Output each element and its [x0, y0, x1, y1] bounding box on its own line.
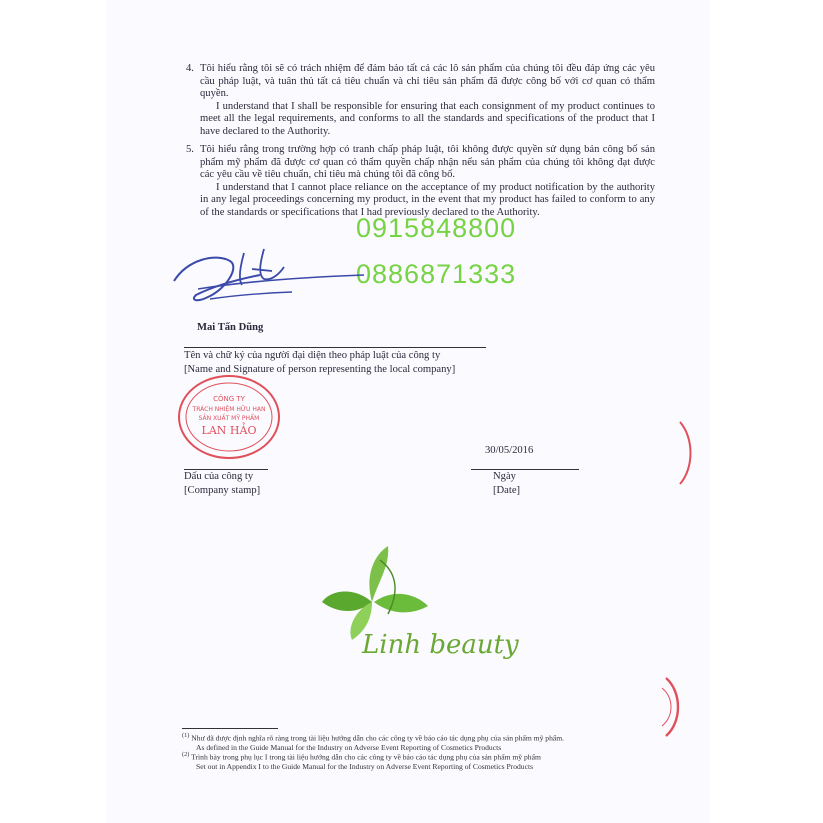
item-5	[186, 144, 655, 220]
footnote-separator	[182, 728, 278, 729]
footnote-mark: (2)	[182, 751, 190, 758]
logo-text: Linh beauty	[362, 630, 519, 660]
company-stamp	[175, 372, 283, 462]
stamp-line-2: TRÁCH NHIỆM HỮU HẠN	[192, 406, 266, 413]
signature-label-en: [Name and Signature of person representing the local company]	[184, 364, 456, 375]
item-number: 4.	[186, 63, 194, 74]
stamp-line	[184, 469, 268, 470]
date-label-vn: Ngày	[493, 471, 516, 482]
footnote-2	[182, 750, 652, 772]
signature-line	[184, 347, 486, 348]
stamp-label-en: [Company stamp]	[184, 485, 261, 496]
footnote-en: As defined in the Guide Manual for the Industry on Adverse Event Reporting of Cosmetics Products	[196, 743, 502, 753]
signer-name: Mai Tấn Dũng	[197, 322, 264, 333]
item-number: 5.	[186, 144, 194, 155]
stamp-line-3: SẢN XUẤT MỸ PHẨM	[198, 415, 260, 422]
item-vn-text: Tôi hiểu rằng trong trường hợp có tranh chấp pháp luật, tôi không được quyền sử dụng bản công bố sản phẩm mỹ phẩm đã được cơ quan có thẩm quyền chấp nhận nếu sản phẩm của chúng tôi không đạt được các yêu cầu về tiêu chuẩn, chỉ tiêu mà chúng tôi đã công bố.	[200, 144, 655, 181]
stamp-line-1: CÔNG TY	[213, 395, 245, 403]
date-line	[471, 469, 579, 470]
watermark-phone-1: 0915848800	[356, 213, 517, 243]
date-label-en: [Date]	[493, 485, 521, 496]
date-value: 30/05/2016	[485, 445, 534, 456]
stamp-line-4: LAN HẢO	[201, 424, 257, 437]
watermark-phone-2: 0886871333	[356, 259, 517, 289]
item-en-text: I understand that I shall be responsible for ensuring that each consignment of my product continues to meet all the legal requirements, and conforms to all the standards and specifications of the product that I have declared to the Authority.	[200, 100, 655, 137]
footnote-vn: Trình bày trong phụ lục I trong tài liệu hướng dẫn cho các công ty về báo cáo tác dụng phụ của sản phẩm mỹ phẩm	[191, 752, 541, 762]
stamp-edge-mark	[676, 418, 700, 488]
signature-label-vn: Tên và chữ ký của người đại diện theo pháp luật của công ty	[184, 350, 441, 361]
footnote-en: Set out in Appendix I to the Guide Manual for the Industry on Adverse Event Reporting of Cosmetics Products	[196, 762, 534, 772]
footnote-mark: (1)	[182, 732, 190, 739]
item-4	[186, 63, 655, 139]
stamp-edge-mark	[660, 674, 688, 740]
item-vn-text: Tôi hiểu rằng tôi sẽ có trách nhiệm để đảm bảo tất cả các lô sản phẩm của chúng tôi đều đáp ứng các yêu cầu pháp luật, và tuân thủ tất cả tiêu chuẩn và chỉ tiêu sản phẩm đã được công bố với cơ quan có thẩm quyền.	[200, 63, 655, 100]
stamp-label-vn: Dấu của công ty	[184, 471, 254, 482]
item-en-text: I understand that I cannot place reliance on the acceptance of my product notification by the authority in any legal proceedings concerning my product, in the event that my product has failed to conform to any of the standards or specifications that I had previously declared to the Authority.	[200, 181, 655, 218]
footnote-vn: Như đã được định nghĩa rõ ràng trong tài liệu hướng dẫn cho các công ty về báo cáo tác dụng phụ của sản phẩm mỹ phẩm.	[191, 733, 565, 743]
signature-image	[168, 245, 368, 315]
